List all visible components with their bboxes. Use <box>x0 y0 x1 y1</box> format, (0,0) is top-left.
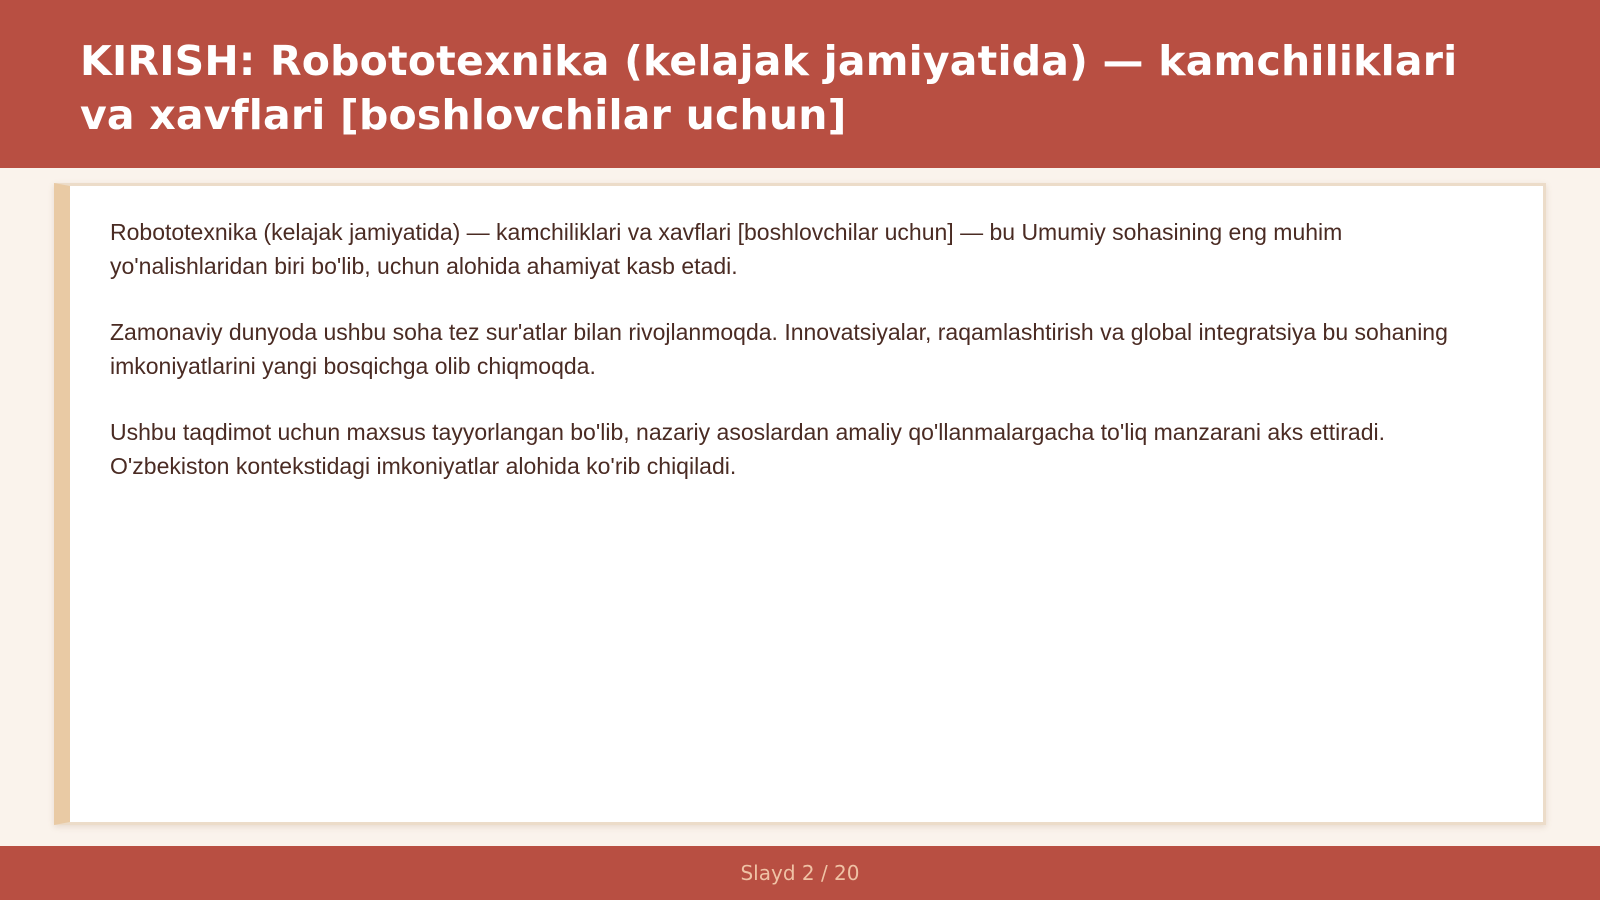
title-bar <box>0 0 1600 168</box>
slide-counter: Slayd 2 / 20 <box>740 861 860 885</box>
slide-title: KIRISH: Robototexnika (kelajak jamiyatida) — kamchiliklari va xavflari [boshlovchilar uchun] <box>80 37 1458 139</box>
paragraph-modern-world: Zamonaviy dunyoda ushbu soha tez sur'atlar bilan rivojlanmoqda. Innovatsiyalar, raqamlashtirish va global integratsiya bu sohaning imkoniyatlarini yangi bosqichga olib chiqmoqda. <box>110 319 1448 379</box>
footer-bar <box>0 846 1600 900</box>
paragraph-presentation-scope: Ushbu taqdimot uchun maxsus tayyorlangan bo'lib, nazariy asoslardan amaliy qo'llanmalargacha to'liq manzarani aks ettiradi. O'zbekiston kontekstidagi imkoniyatlar alohida ko'rib chiqiladi. <box>110 419 1386 479</box>
content-card <box>54 183 1546 825</box>
paragraph-intro: Robototexnika (kelajak jamiyatida) — kamchiliklari va xavflari [boshlovchilar uchun] — bu Umumiy sohasining eng muhim yo'nalishlaridan biri bo'lib, uchun alohida ahamiyat kasb etadi. <box>110 219 1343 279</box>
